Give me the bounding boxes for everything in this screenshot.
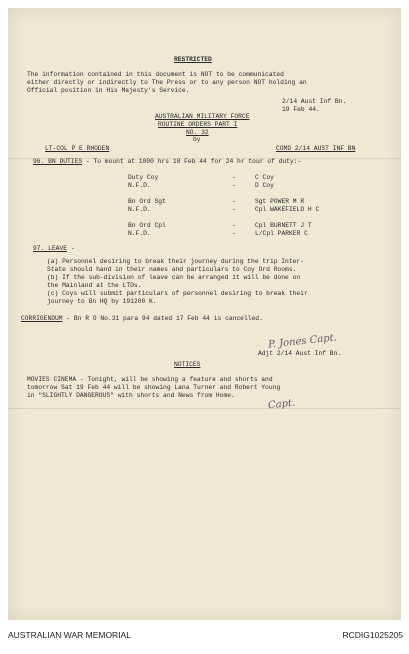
command-designation: COMD 2/14 AUST INF BN (276, 145, 356, 152)
restriction-notice-line: Official position in His Majesty's Service. (27, 87, 190, 94)
duty-separator: - (232, 198, 236, 205)
duty-role: N.F.D. (128, 206, 151, 213)
duty-name: Cpl WAKEFIELD H C (255, 206, 320, 213)
signature-line-text: Capt. (267, 397, 296, 412)
item-96-heading: 96. BN DUTIES (33, 158, 83, 165)
duty-name: C Coy (255, 174, 274, 181)
item-96-text: - To mount at 1800 hrs 18 Feb 44 for 24 hr tour of duty:- (82, 158, 302, 165)
duty-role: N.F.D. (128, 182, 151, 189)
commander-name: LT-COL P E RHODEN (45, 145, 110, 152)
by-label: by (193, 136, 201, 143)
restriction-notice-line: either directly or indirectly to The Press or to any person NOT holding an (27, 79, 307, 86)
duty-role: Bn Ord Sgt (128, 198, 166, 205)
duty-name: Cpl BURNETT J T (255, 222, 312, 229)
duty-role: Bn Ord Cpl (128, 222, 166, 229)
notice-line: tomorrow Sat 19 Feb 44 will be showing Lana Turner and Robert Young (27, 384, 281, 391)
force-title: AUSTRALIAN MILITARY FORCE (155, 113, 250, 120)
footer-record-id: RCDIG1025205 (342, 630, 403, 640)
duty-separator: - (232, 206, 236, 213)
duty-separator: - (232, 222, 236, 229)
leave-line: (a) Personnel desiring to break their journey during the trip Inter- (47, 258, 304, 265)
leave-line: State should hand in their names and particulars to Coy Ord Rooms. (47, 266, 297, 273)
orders-title: ROUTINE ORDERS PART I (158, 121, 238, 128)
duty-name: L/Cpl PARKER C (255, 230, 308, 237)
corrigendum-text: - Bn R O No.31 para 94 dated 17 Feb 44 is cancelled. (62, 315, 263, 322)
item-97-dash: - (67, 245, 75, 252)
notice-line: MOVIES CINEMA - Tonight, will be showing a feature and shorts and (27, 376, 273, 383)
leave-line: journey to Bn HQ by 191200 K. (47, 298, 157, 305)
notices-heading: NOTICES (174, 361, 201, 368)
item-96 (33, 158, 301, 166)
paper-crease (8, 408, 401, 409)
archive-footer (0, 620, 409, 654)
classification-heading: RESTRICTED (174, 56, 212, 63)
corrigendum (21, 315, 263, 323)
notice-line: in "SLIGHTLY DANGEROUS" with shorts and News from Home. (27, 392, 235, 399)
item-97 (33, 245, 75, 253)
unit-designation: 2/14 Aust Inf Bn. (282, 98, 347, 105)
item-97-heading: 97. LEAVE (33, 245, 68, 252)
restriction-notice-line: The information contained in this document is NOT to be communicated (27, 71, 284, 78)
duty-name: D Coy (255, 182, 274, 189)
signatory-role: Adjt 2/14 Aust Inf Bn. (258, 350, 342, 357)
order-date: 19 Feb 44. (282, 106, 320, 113)
footer-archive-name: AUSTRALIAN WAR MEMORIAL (8, 630, 131, 640)
duty-separator: - (232, 182, 236, 189)
leave-line: (b) If the sub-division of leave can be arranged it will be done on (47, 274, 301, 281)
duty-separator: - (232, 174, 236, 181)
leave-line: (c) Coys will submit particulars of personnel desiring to break their (47, 290, 308, 297)
duty-separator: - (232, 230, 236, 237)
corrigendum-label: CORRIGENDUM (21, 315, 63, 322)
orders-number: NO. 32 (186, 129, 209, 136)
duty-role: Duty Coy (128, 174, 159, 181)
signature-text: P. Jones Capt. (267, 332, 338, 351)
duty-role: N.F.D. (128, 230, 151, 237)
duty-name: Sgt POWER M R (255, 198, 305, 205)
leave-line: the Mainland at the LTDs. (47, 282, 142, 289)
